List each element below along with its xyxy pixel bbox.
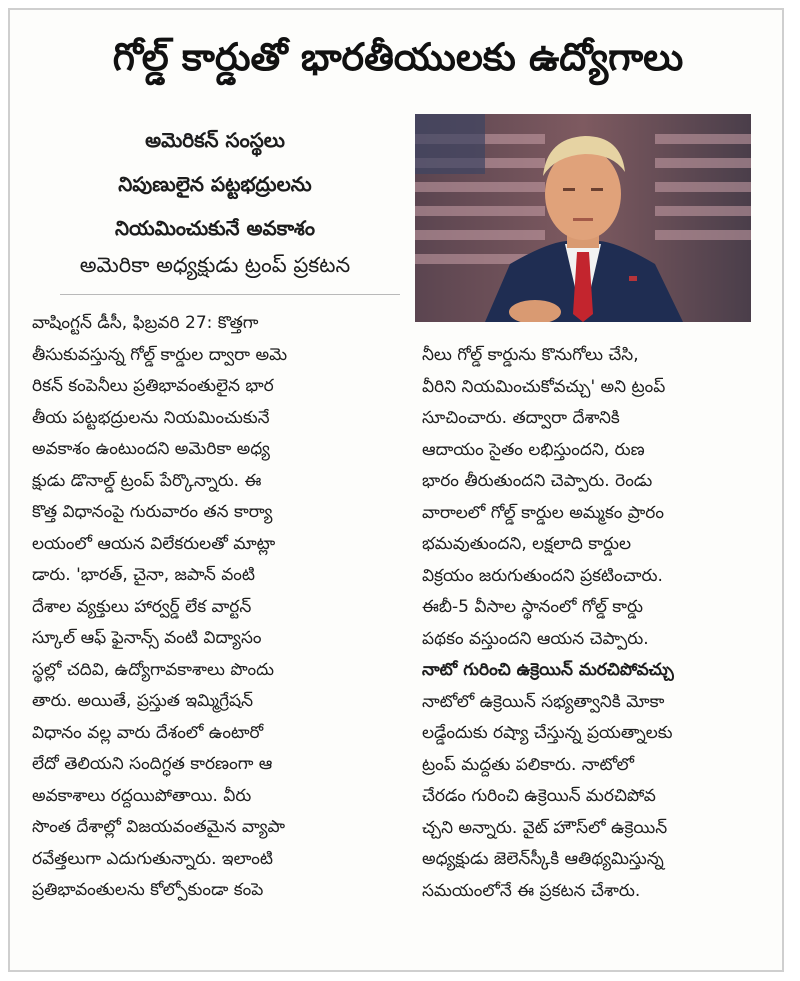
headline: గోల్డ్ కార్డుతో భారతీయులకు ఉద్యోగాలు [112,35,684,79]
text-line: ప్రతిభావంతులను కోల్పోకుండా కంపె [32,880,264,900]
divider [60,294,400,295]
subdeck [40,118,390,250]
text-line: క్షుడు డొనాల్డ్ ట్రంప్ పేర్కొన్నారు. ఈ [32,470,262,491]
text-line: స్థల్లో చదివి, ఉద్యోగావకాశాలు పొందు [32,659,274,680]
trump-photo [415,114,751,322]
text-line: భారం తీరుతుందని చెప్పారు. రెండు [422,471,653,491]
portrait-illustration [415,114,751,322]
subdeck-line: నిపుణులైన పట్టభద్రులను [118,172,312,196]
text-line: అధ్యక్షుడు జెలెన్‌స్కీకి ఆతిథ్యమిస్తున్న [422,849,664,869]
text-line: అవకాశం ఉంటుందని అమెరికా అధ్య [32,439,270,459]
announcement: అమెరికా అధ్యక్షుడు ట్రంప్ ప్రకటన [79,253,351,277]
text-line: పథకం వస్తుందని ఆయన చెప్పారు. [422,628,649,649]
subdeck-line: నియమించుకునే అవకాశం [114,216,316,240]
text-line: కొత్త విధానంపై గురువారం తన కార్యా [32,502,273,522]
text-line: దేశాల వ్యక్తులు హార్వర్డ్ లేక వార్టన్ [32,596,252,617]
text-line: విధానం వల్ల వారు దేశంలో ఉంటారో [32,722,264,743]
text-line: తీసుకువస్తున్న గోల్డ్ కార్డుల ద్వారా అమె [32,344,288,365]
text-line: చేరడం గురించి ఉక్రెయిన్ మరచిపోవ [422,786,656,806]
text-line: ట్రంప్ మద్దతు పలికారు. నాటోలో [422,754,634,775]
text-line: సమయంలోనే ఈ ప్రకటన చేశారు. [422,880,641,901]
text-line: ఈబీ-5 వీసాల స్థానంలో గోల్డ్ కార్డు [422,597,643,617]
text-line: ఆదాయం సైతం లభిస్తుందని, రుణ [422,439,645,460]
text-line: లేదో తెలియని సందిగ్ధత కారణంగా ఆ [32,754,273,774]
text-line: రవేత్తలుగా ఎదుగుతున్నారు. ఇలాంటి [32,848,273,869]
newspaper-clipping [8,8,784,972]
text-line: విక్రయం జరుగుతుందని ప్రకటించారు. [422,565,663,586]
text-line: నాటోలో ఉక్రెయిన్ సభ్యత్వానికి మోకా [422,691,665,712]
text-line: సూచించారు. తద్వారా దేశానికి [422,408,620,428]
text-line: లడ్డేందుకు రష్యా చేస్తున్న ప్రయత్నాలకు [422,723,673,743]
text-line: వాషింగ్టన్ డీసీ, ఫిబ్రవరి 27: కొత్తగా [32,313,259,333]
text-line: వీరిని నియమించుకోవచ్చు' అని ట్రంప్ [422,376,666,397]
right-column [422,340,782,907]
text-line: అవకాశాలు రద్దయిపోతాయి. వీరు [32,785,252,806]
text-line: చ్చని అన్నారు. వైట్ హౌస్‌లో ఉక్రెయిన్ [422,817,668,838]
text-line: వారాలలో గోల్డ్ కార్డుల అమ్మకం ప్రారం [422,502,664,523]
text-line: స్కూల్ ఆఫ్ ఫైనాన్స్ వంటి విద్యాసం [32,628,262,648]
text-line: రికన్ కంపెనీలు ప్రతిభావంతులైన భార [32,376,274,396]
subdeck-line: అమెరికన్ సంస్థలు [145,128,285,152]
text-line: లయంలో ఆయన విలేకరులతో మాట్లా [32,533,276,554]
text-line: తారు. అయితే, ప్రస్తుత ఇమ్మిగ్రేషన్ [32,691,254,711]
text-line: డారు. 'భారత్, చైనా, జపాన్ వంటి [32,565,256,585]
text-line: సొంత దేశాల్లో విజయవంతమైన వ్యాపా [32,817,286,837]
text-line: తీయ పట్టభద్రులను నియమించుకునే [32,407,270,428]
left-column [32,308,400,907]
section-subhead: నాటో గురించి ఉక్రెయిన్ మరచిపోవచ్చు [422,660,674,680]
text-line: నీలు గోల్డ్ కార్డును కొనుగోలు చేసి, [422,345,639,365]
text-line: భమవుతుందని, లక్షలాది కార్డుల [422,534,632,554]
